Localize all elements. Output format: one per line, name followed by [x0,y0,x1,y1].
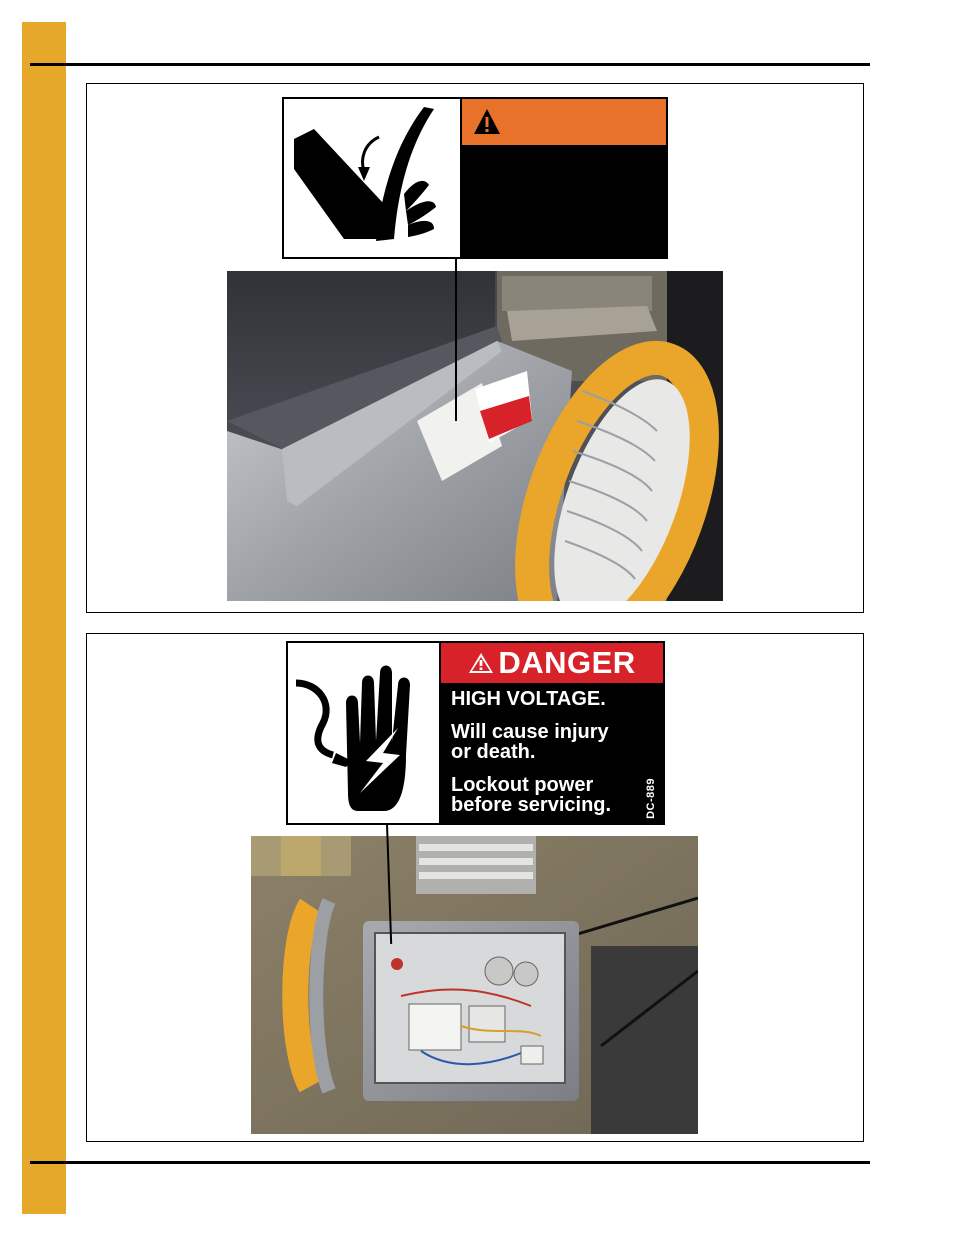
danger-text-panel [441,643,663,823]
warning-header [462,99,666,147]
figure-panel-crush-hazard [86,83,864,613]
message-line-2: Will cause injury or death. [451,721,609,763]
footer-rule [30,1161,870,1164]
alert-triangle-icon [468,651,494,675]
side-tab-bar [22,22,66,1214]
warning-triangle-icon [472,107,502,137]
danger-message [451,689,635,828]
decal-code: DC-889 [645,778,657,819]
control-box-illustration [251,836,698,1134]
crush-hazard-pictogram [284,99,462,257]
decal-leader-line [455,256,457,421]
signal-word: DANGER [498,645,636,680]
warning-decal [282,97,668,259]
header-rule [30,63,870,66]
message-line-3: Lockout power before servicing. [451,774,612,816]
fan-housing-illustration [227,271,723,601]
crush-hazard-icon [284,99,460,257]
control-box-photo [251,836,698,1134]
fan-housing-photo [227,271,723,601]
danger-header [441,643,663,683]
danger-decal [286,641,665,825]
figure-panel-electrocution-hazard [86,633,864,1142]
electrocution-pictogram [288,643,441,823]
warning-text-panel [462,99,666,257]
electrocution-hand-icon [288,643,439,823]
message-line-1: HIGH VOLTAGE. [451,688,606,710]
